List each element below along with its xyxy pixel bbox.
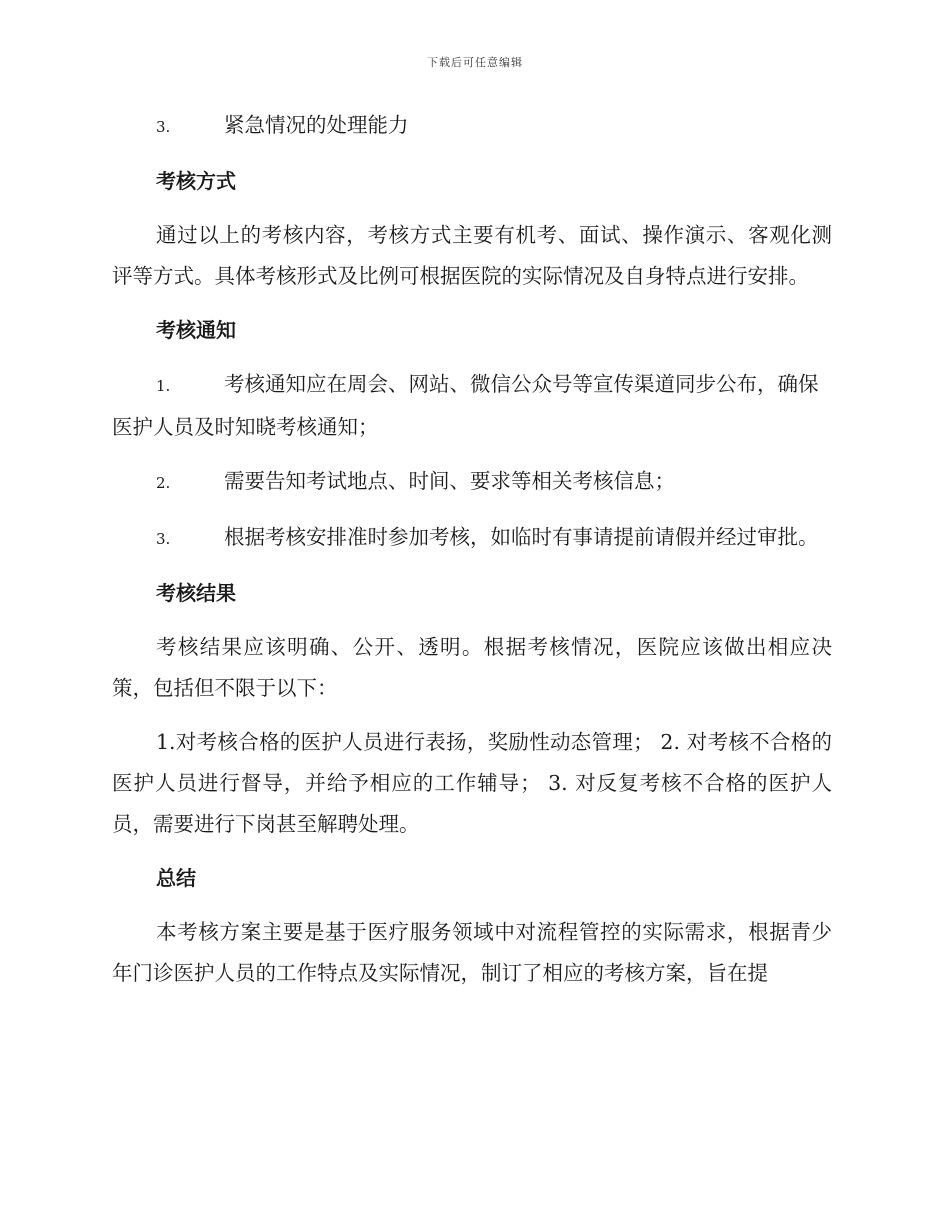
list-item — [112, 517, 832, 560]
list-item — [112, 461, 832, 504]
paragraph-result-intro: 考核结果应该明确、公开、透明。根据考核情况，医院应该做出相应决策，包括但不限于以下： — [112, 635, 832, 700]
page-header: 下载后可任意编辑 — [427, 56, 523, 69]
list-item-text: 根据考核安排准时参加考核，如临时有事请提前请假并经过审批。 — [224, 525, 819, 549]
section-heading-result: 考核结果 — [156, 581, 236, 605]
list-item-number: 1. — [156, 377, 171, 395]
list-item-number: 2. — [156, 474, 171, 492]
list-item-number: 3. — [156, 530, 171, 548]
list-item-number: 3. — [156, 118, 171, 136]
document-body — [112, 105, 832, 1007]
paragraph-summary: 本考核方案主要是基于医疗服务领域中对流程管控的实际需求，根据青少年门诊医护人员的工作特点及实际情况，制订了相应的考核方案，旨在提 — [112, 920, 832, 985]
list-item-emergency — [112, 105, 832, 148]
list-item-text: 需要告知考试地点、时间、要求等相关考核信息； — [224, 469, 675, 493]
list-item-text: 紧急情况的处理能力 — [224, 113, 409, 137]
section-heading-summary: 总结 — [156, 866, 196, 890]
paragraph-method: 通过以上的考核内容，考核方式主要有机考、面试、操作演示、客观化测评等方式。具体考核形式及比例可根据医院的实际情况及自身特点进行安排。 — [112, 223, 832, 288]
list-item — [112, 364, 832, 448]
list-item-text: 考核通知应在周会、网站、微信公众号等宣传渠道同步公布，确保医护人员及时知晓考核通知； — [112, 372, 819, 439]
section-heading-method: 考核方式 — [156, 169, 236, 193]
section-heading-notice: 考核通知 — [156, 318, 236, 342]
paragraph-result-list: 1.对考核合格的医护人员进行表扬，奖励性动态管理； 2. 对考核不合格的医护人员进行督导，并给予相应的工作辅导； 3. 对反复考核不合格的医护人员，需要进行下岗甚至解聘处理。 — [112, 730, 832, 836]
